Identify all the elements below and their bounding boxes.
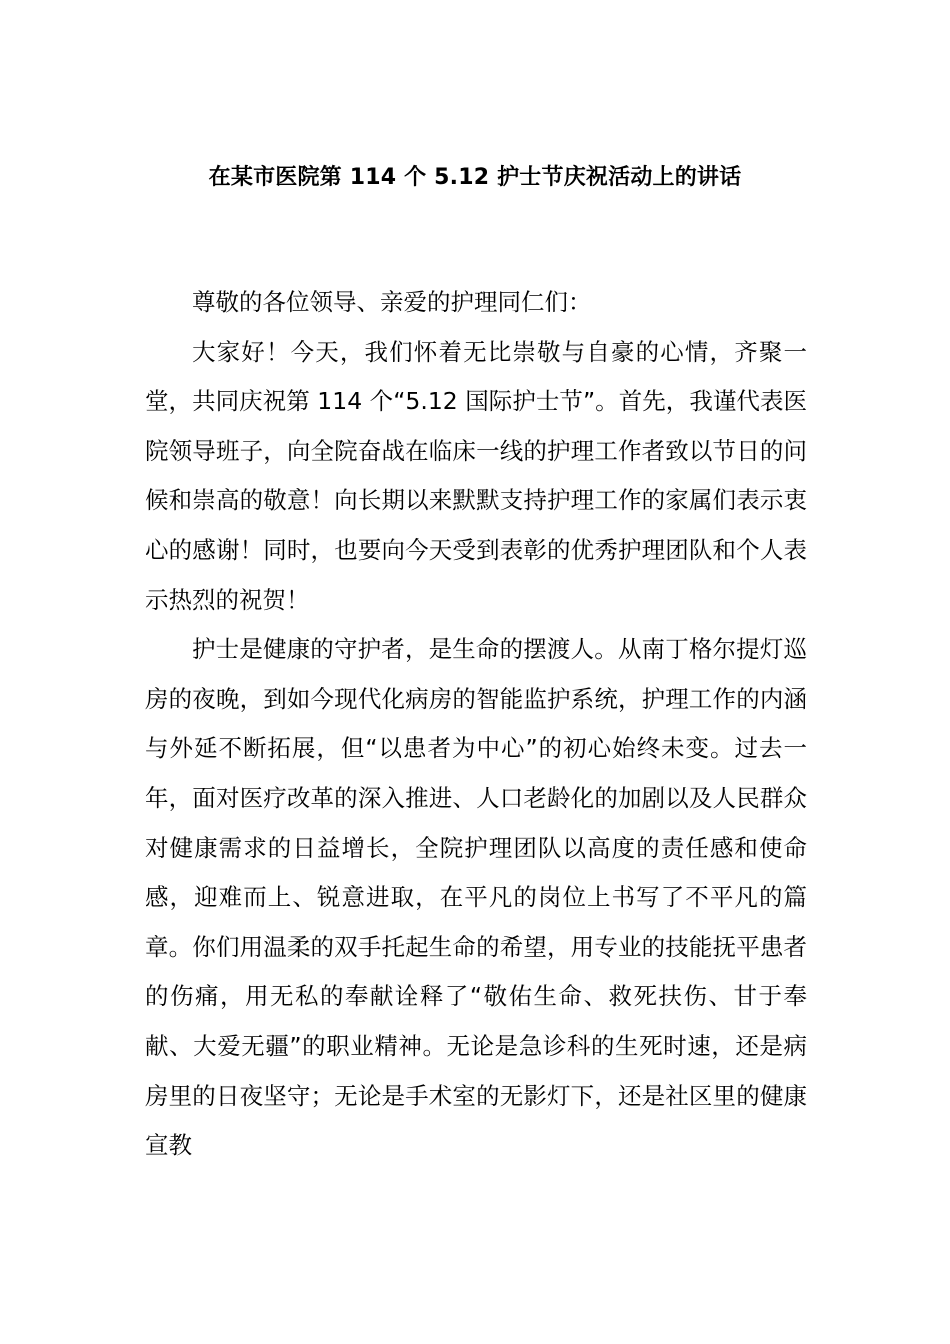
salutation: 尊敬的各位领导、亲爱的护理同仁们：: [192, 288, 592, 316]
paragraph: 护士是健康的守护者，是生命的摆渡人。从南丁格尔提灯巡房的夜晚，到如今现代化病房的智能监护系统，护理工作的内涵与外延不断拓展，但“以患者为中心”的初心始终未变。过去一年，面对医疗改革的深入推进、人口老龄化的加剧以及人民群众对健康需求的日益增长，全院护理团队以高度的责任感和使命感，迎难而上、锐意进取，在平凡的岗位上书写了不平凡的篇章。你们用温柔的双手托起生命的希望，用专业的技能抚平患者的伤痛，用无私的奉献诠释了“敬佑生命、救死扶伤、甘于奉献、大爱无疆”的职业精神。无论是急诊科的生死时速，还是病房里的日夜坚守；无论是手术室的无影灯下，还是社区里的健康宣教: [145, 635, 807, 1160]
paragraph: 大家好！今天，我们怀着无比崇敬与自豪的心情，齐聚一堂，共同庆祝第 114 个“5.12 国际护士节”。首先，我谨代表医院领导班子，向全院奋战在临床一线的护理工作者致以节日的问候和崇高的敬意！向长期以来默默支持护理工作的家属们表示衷心的感谢！同时，也要向今天受到表彰的优秀护理团队和个人表示热烈的祝贺！: [145, 337, 807, 614]
speech-body: [145, 278, 807, 1171]
page-title: 在某市医院第 114 个 5.12 护士节庆祝活动上的讲话: [208, 165, 742, 190]
